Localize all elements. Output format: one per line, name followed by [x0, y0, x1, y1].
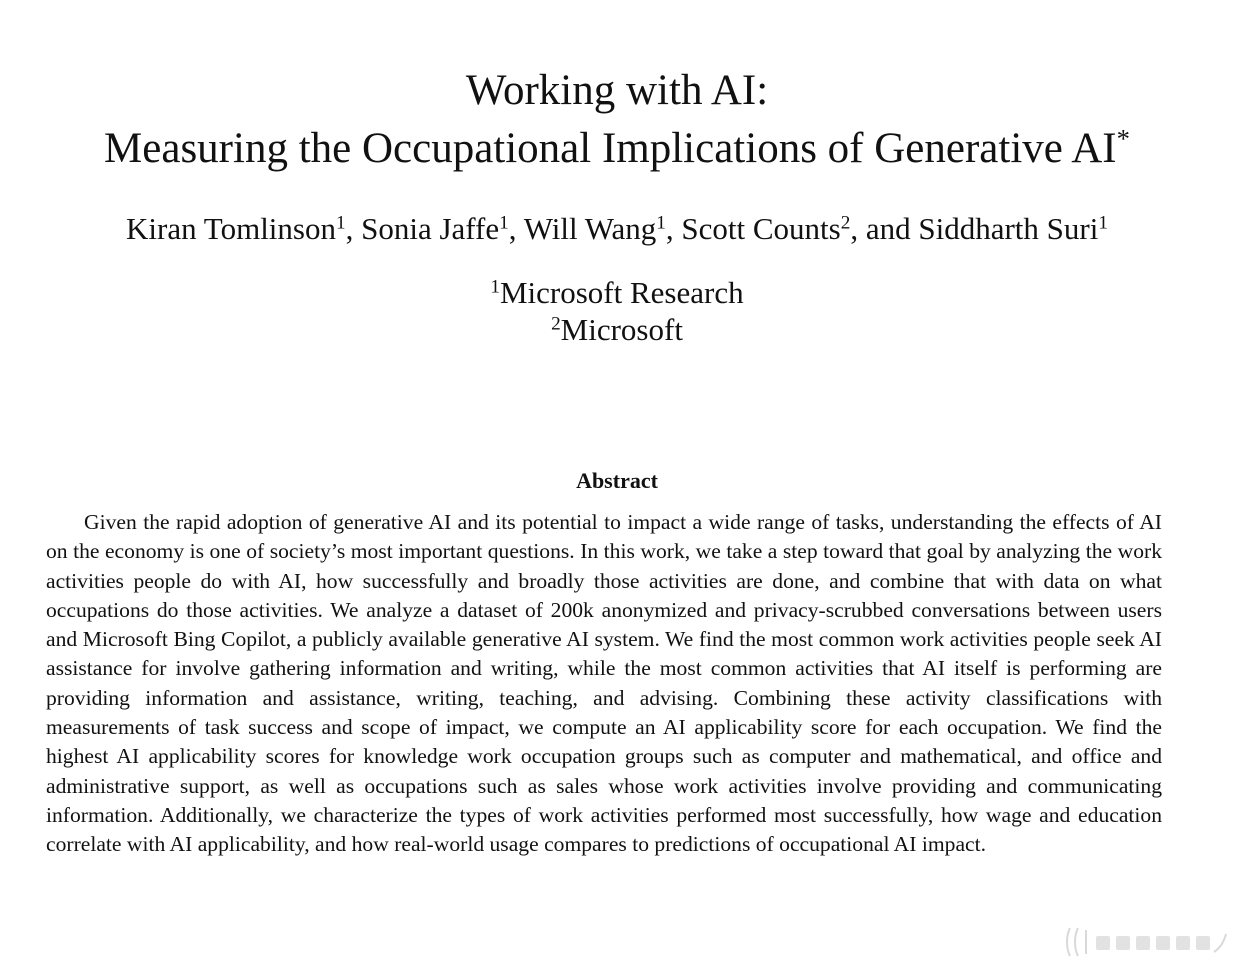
affiliation-name: Microsoft — [560, 312, 683, 347]
author-affiliation-mark: 1 — [1098, 212, 1108, 234]
author — [524, 211, 666, 246]
author-separator: , — [508, 211, 524, 246]
paper-title-line-2 — [0, 120, 1234, 178]
author-affiliation-mark: 1 — [656, 212, 666, 234]
paper-title-line-1 — [0, 62, 1234, 120]
title-footnote-mark: * — [1116, 123, 1130, 154]
author-name: Sonia Jaffe — [361, 211, 500, 246]
author-affiliation-mark: 1 — [499, 212, 509, 234]
author — [361, 211, 509, 246]
affiliation-2 — [0, 311, 1234, 349]
author-name: Will Wang — [523, 211, 657, 246]
author-name: Siddharth Suri — [918, 211, 1099, 246]
author — [681, 211, 850, 246]
author — [918, 211, 1108, 246]
abstract-text: Given the rapid adoption of generative AI and its potential to impact a wide range of tasks, understanding the effects of AI on the economy is one of society’s most important questions. In this work, we take a step toward that goal by analyzing the work activities people do with AI, how successfully and broadly those activities are done, and combine that with data on what occupations do those activities. We analyze a dataset of 200k anonymized and privacy-scrubbed conversations between users and Microsoft Bing Copilot, a publicly available generative AI system. We find the most common work activities people seek AI assistance for involve gathering information and writing, while the most common activities that AI itself is performing are providing information and assistance, writing, teaching, and advising. Combining these activity classifications with measurements of task success and scope of impact, we compute an AI applicability score for each occupation. We find the highest AI applicability scores for knowledge work occupation groups such as computer and mathematical, and office and administrative support, as well as occupations such as sales whose work activities involve providing and communicating information. Additionally, we characterize the types of work activities performed most successfully, how wage and education correlate with AI applicability, and how real-world usage compares to predictions of occupational AI impact. — [46, 510, 1162, 857]
author-name: Scott Counts — [681, 211, 841, 246]
author-list — [0, 206, 1234, 252]
author-separator: , — [345, 211, 362, 246]
author — [126, 211, 346, 246]
affiliation-mark: 2 — [551, 313, 561, 335]
watermark-icon — [1062, 922, 1230, 962]
author-separator: , — [665, 211, 682, 246]
title-line-1-text: Working with AI: — [465, 67, 769, 114]
abstract-heading: Abstract — [576, 468, 658, 493]
author-affiliation-mark: 1 — [335, 212, 346, 234]
affiliation-1 — [0, 274, 1234, 312]
affiliation-mark: 1 — [490, 276, 500, 298]
affiliation-name: Microsoft Research — [499, 275, 744, 310]
author-affiliation-mark: 2 — [840, 212, 851, 234]
author-separator: , and — [850, 211, 919, 246]
title-line-2-text: Measuring the Occupational Implications of Generative AI — [104, 125, 1117, 172]
author-name: Kiran Tomlinson — [126, 211, 336, 246]
